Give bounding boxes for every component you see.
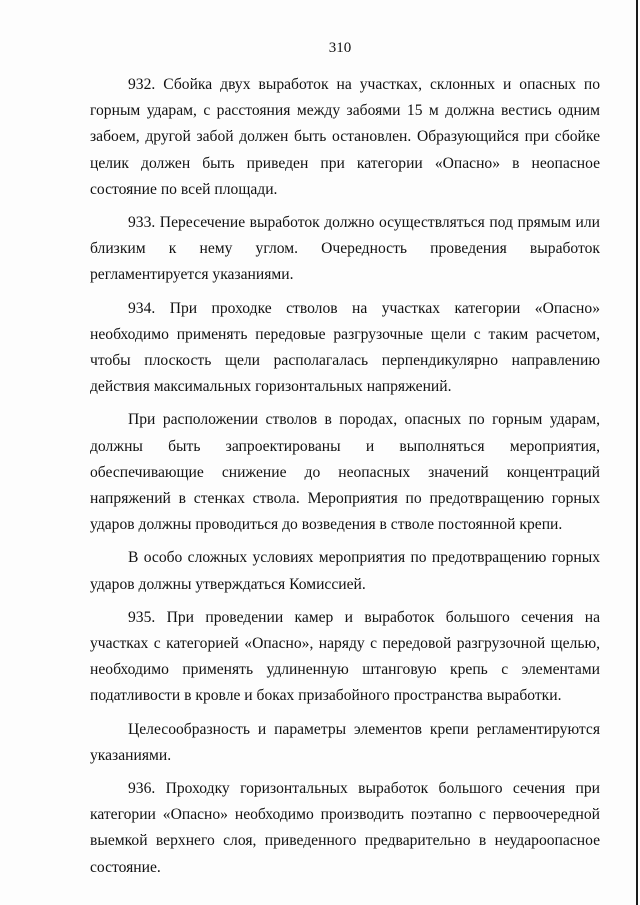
paragraph-935-support: Целесообразность и параметры элементов крепи регламентируются указаниями. <box>90 720 600 764</box>
paragraph-934-shafts: При расположении стволов в породах, опасных по горным ударам, должны быть запроектированы и выполняться мероприятия, обеспечивающие снижение до неопасных значений концентраций напряжений в стенках ствола. Мероприятия по предотвращению горных ударов должны проводиться до возведения в стволе постоянной крепи. <box>90 411 600 534</box>
paragraph-935: 935. При проведении камер и выработок большого сечения на участках с категорией «Опасно», наряду с передовой разгрузочной щелью, необходимо применять удлиненную штанговую крепь с элементами податливости в кровле и боках призабойного пространства выработки. <box>90 608 600 705</box>
paragraph-933: 933. Пересечение выработок должно осуществляться под прямым или близким к нему углом. Очередность проведения выработок регламентируется указаниями. <box>90 214 600 284</box>
paragraph-934-commission: В особо сложных условиях мероприятия по предотвращению горных ударов должны утверждаться Комиссией. <box>90 549 600 593</box>
paragraph-934: 934. При проходке стволов на участках категории «Опасно» необходимо применять передовые разгрузочные щели с таким расчетом, чтобы плоскость щели располагалась перпендикулярно направлению действия максимальных горизонтальных напряжений. <box>90 299 600 396</box>
paragraph-936: 936. Проходку горизонтальных выработок большого сечения при категории «Опасно» необходимо производить поэтапно с первоочередной выемкой верхнего слоя, приведенного предварительно в неударoопасное состояние. <box>90 780 600 876</box>
page-body <box>90 72 600 888</box>
scan-edge <box>636 0 638 905</box>
paragraph-932: 932. Сбойка двух выработок на участках, склонных и опасных по горным ударам, с расстояния между забоями 15 м должна вестись одним забоем, другой забой должен быть остановлен. Образующийся при сбойке целик должен быть приведен при категории «Опасно» в неопасное состояние по всей площади. <box>90 76 600 198</box>
page-number: 310 <box>328 40 352 56</box>
